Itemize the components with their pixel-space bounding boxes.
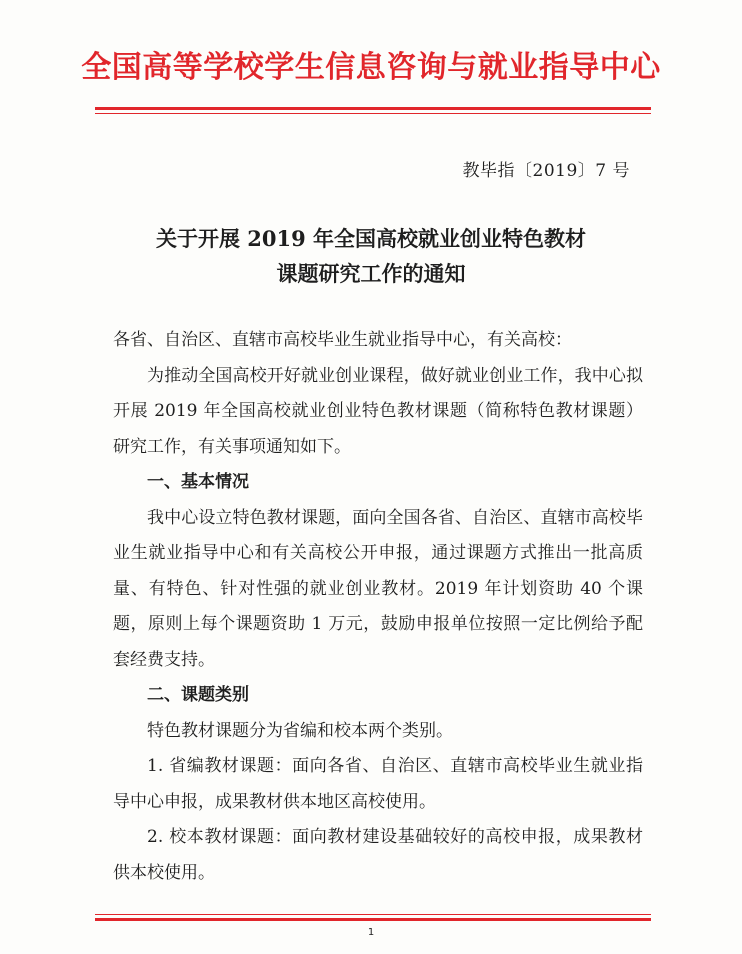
intro-paragraph: 为推动全国高校开好就业创业课程，做好就业创业工作，我中心拟开展 2019 年全国高校就业创业特色教材课题（简称特色教材课题）研究工作，有关事项通知如下。 <box>113 365 643 457</box>
salutation: 各省、自治区、直辖市高校毕业生就业指导中心，有关高校： <box>113 330 572 350</box>
header-rule-thin <box>95 113 651 114</box>
footer-rule-thick <box>95 918 651 921</box>
footer-rule-thin <box>95 914 651 915</box>
section-categories-paragraph: 特色教材课题分为省编和校本两个类别。 <box>147 720 453 741</box>
section-basic-paragraph: 我中心设立特色教材课题，面向全国各省、自治区、直辖市高校毕业生就业指导中心和有关高校公开申报，通过课题方式推出一批高质量、有特色、针对性强的就业创业教材。2019 年计划资助 40 个课题，原则上每个课题资助 1 万元，鼓励申报单位按照一定比例给予配套经费支持。 <box>113 507 643 670</box>
notice-title-line-1: 关于开展 2019 年全国高校就业创业特色教材 <box>155 226 587 251</box>
section-heading-basic: 一、基本情况 <box>147 472 249 492</box>
notice-body <box>113 323 643 891</box>
page-number: 1 <box>367 927 375 938</box>
header-rule-thick <box>95 107 651 110</box>
document-number: 教毕指〔2019〕7 号 <box>462 161 630 181</box>
notice-title-line-2: 课题研究工作的通知 <box>276 261 466 286</box>
section-heading-categories: 二、课题类别 <box>147 685 249 705</box>
category-item-provincial: 1. 省编教材课题：面向各省、自治区、直辖市高校毕业生就业指导中心申报，成果教材供本地区高校使用。 <box>113 756 643 812</box>
org-header-title: 全国高等学校学生信息咨询与就业指导中心 <box>81 50 661 85</box>
category-item-school: 2. 校本教材课题：面向教材建设基础较好的高校申报，成果教材供本校使用。 <box>113 827 643 883</box>
